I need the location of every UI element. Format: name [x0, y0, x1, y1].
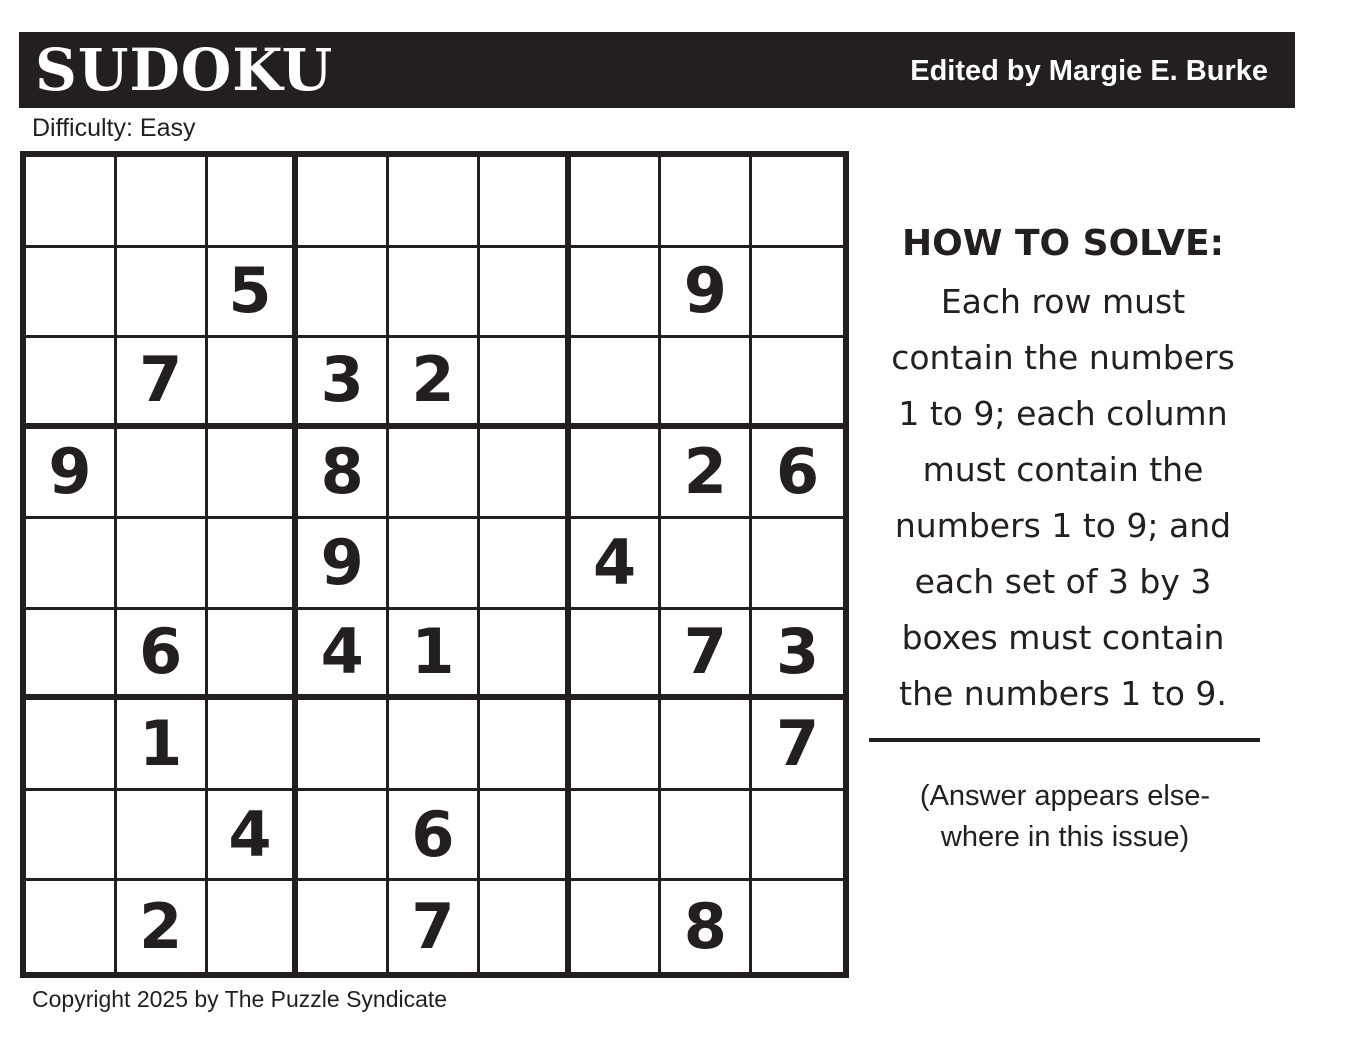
empty-cell[interactable]	[661, 700, 752, 791]
empty-cell[interactable]	[117, 429, 208, 520]
given-cell: 7	[661, 610, 752, 701]
copyright-notice: Copyright 2025 by The Puzzle Syndicate	[32, 986, 448, 1012]
empty-cell[interactable]	[752, 157, 843, 248]
answer-note	[866, 776, 1264, 858]
given-cell: 7	[752, 700, 843, 791]
empty-cell[interactable]	[26, 157, 117, 248]
empty-cell[interactable]	[117, 248, 208, 339]
empty-cell[interactable]	[480, 519, 571, 610]
given-cell: 4	[298, 610, 389, 701]
given-cell: 6	[752, 429, 843, 520]
how-to-line: Each row must	[940, 282, 1186, 321]
empty-cell[interactable]	[480, 791, 571, 882]
answer-note-line: where in this issue)	[940, 821, 1190, 853]
empty-cell[interactable]	[389, 429, 480, 520]
given-cell: 6	[389, 791, 480, 882]
empty-cell[interactable]	[298, 248, 389, 339]
empty-cell[interactable]	[208, 338, 299, 429]
empty-cell[interactable]	[571, 700, 662, 791]
how-to-line: contain the numbers	[891, 338, 1235, 377]
empty-cell[interactable]	[26, 881, 117, 972]
empty-cell[interactable]	[389, 700, 480, 791]
empty-cell[interactable]	[26, 248, 117, 339]
given-cell: 1	[389, 610, 480, 701]
given-cell: 3	[298, 338, 389, 429]
given-cell: 6	[117, 610, 208, 701]
empty-cell[interactable]	[571, 791, 662, 882]
empty-cell[interactable]	[26, 791, 117, 882]
empty-cell[interactable]	[26, 519, 117, 610]
empty-cell[interactable]	[752, 881, 843, 972]
empty-cell[interactable]	[117, 791, 208, 882]
how-to-line: numbers 1 to 9; and	[894, 506, 1232, 545]
how-to-solve-title: HOW TO SOLVE:	[901, 223, 1225, 264]
given-cell: 4	[571, 519, 662, 610]
empty-cell[interactable]	[480, 881, 571, 972]
empty-cell[interactable]	[571, 881, 662, 972]
how-to-solve-panel	[862, 218, 1264, 722]
empty-cell[interactable]	[208, 610, 299, 701]
empty-cell[interactable]	[480, 157, 571, 248]
given-cell: 7	[389, 881, 480, 972]
empty-cell[interactable]	[298, 700, 389, 791]
empty-cell[interactable]	[661, 338, 752, 429]
empty-cell[interactable]	[208, 519, 299, 610]
given-cell: 2	[117, 881, 208, 972]
empty-cell[interactable]	[26, 338, 117, 429]
empty-cell[interactable]	[208, 700, 299, 791]
given-cell: 2	[389, 338, 480, 429]
empty-cell[interactable]	[117, 157, 208, 248]
empty-cell[interactable]	[298, 791, 389, 882]
empty-cell[interactable]	[480, 248, 571, 339]
empty-cell[interactable]	[26, 700, 117, 791]
empty-cell[interactable]	[571, 338, 662, 429]
empty-cell[interactable]	[752, 248, 843, 339]
given-cell: 9	[298, 519, 389, 610]
empty-cell[interactable]	[752, 791, 843, 882]
given-cell: 9	[26, 429, 117, 520]
given-cell: 9	[661, 248, 752, 339]
empty-cell[interactable]	[571, 248, 662, 339]
empty-cell[interactable]	[26, 610, 117, 701]
empty-cell[interactable]	[571, 610, 662, 701]
given-cell: 7	[117, 338, 208, 429]
empty-cell[interactable]	[752, 519, 843, 610]
empty-cell[interactable]	[480, 429, 571, 520]
given-cell: 1	[117, 700, 208, 791]
how-to-line: must contain the	[922, 450, 1204, 489]
empty-cell[interactable]	[571, 429, 662, 520]
empty-cell[interactable]	[661, 791, 752, 882]
empty-cell[interactable]	[389, 519, 480, 610]
sudoku-board	[20, 151, 849, 978]
empty-cell[interactable]	[752, 338, 843, 429]
empty-cell[interactable]	[661, 519, 752, 610]
empty-cell[interactable]	[389, 248, 480, 339]
empty-cell[interactable]	[571, 157, 662, 248]
given-cell: 5	[208, 248, 299, 339]
how-to-line: the numbers 1 to 9.	[899, 674, 1227, 713]
how-to-line: 1 to 9; each column	[898, 394, 1228, 433]
empty-cell[interactable]	[208, 429, 299, 520]
given-cell: 8	[661, 881, 752, 972]
editor-credit: Edited by Margie E. Burke	[910, 55, 1268, 87]
empty-cell[interactable]	[480, 610, 571, 701]
given-cell: 3	[752, 610, 843, 701]
empty-cell[interactable]	[208, 881, 299, 972]
answer-note-line: (Answer appears else-	[919, 780, 1211, 812]
empty-cell[interactable]	[298, 157, 389, 248]
header-bar	[19, 32, 1295, 108]
empty-cell[interactable]	[661, 157, 752, 248]
how-to-line: each set of 3 by 3	[914, 562, 1212, 601]
how-to-line: boxes must contain	[901, 618, 1225, 657]
empty-cell[interactable]	[208, 157, 299, 248]
divider	[869, 738, 1260, 742]
empty-cell[interactable]	[480, 338, 571, 429]
given-cell: 8	[298, 429, 389, 520]
puzzle-title: SUDOKU	[35, 36, 334, 104]
difficulty-label: Difficulty: Easy	[32, 114, 196, 142]
given-cell: 2	[661, 429, 752, 520]
empty-cell[interactable]	[389, 157, 480, 248]
empty-cell[interactable]	[480, 700, 571, 791]
how-to-solve-text	[862, 274, 1264, 722]
empty-cell[interactable]	[117, 519, 208, 610]
given-cell: 4	[208, 791, 299, 882]
empty-cell[interactable]	[298, 881, 389, 972]
